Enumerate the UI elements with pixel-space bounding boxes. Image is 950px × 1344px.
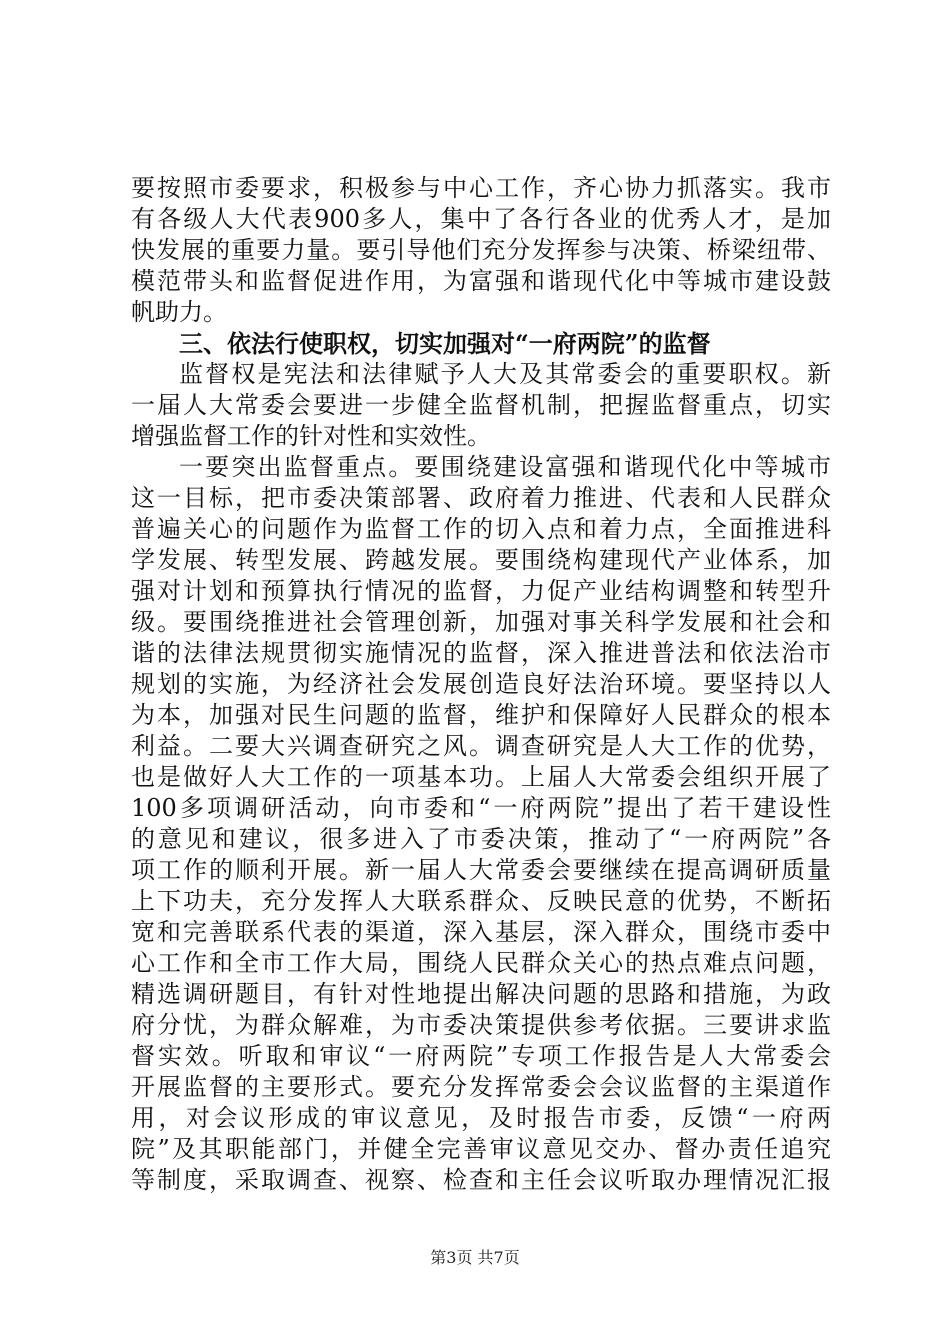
body-text-line: 一届人大常委会要进一步健全监督机制，把握监督重点，切实 [131, 391, 831, 419]
body-text-line: 为本，加强对民生问题的监督，维护和保障好人民群众的根本 [131, 701, 831, 729]
body-text-line: 快发展的重要力量。要引导他们充分发挥参与决策、桥梁纽带、 [131, 236, 831, 264]
body-text-line: 谐的法律法规贯彻实施情况的监督，深入推进普法和依法治市 [131, 639, 831, 667]
body-text-line: 项工作的顺利开展。新一届人大常委会要继续在提高调研质量 [131, 856, 831, 884]
body-text-line: 强对计划和预算执行情况的监督，力促产业结构调整和转型升 [131, 577, 831, 605]
body-text-line: 上下功夫，充分发挥人大联系群众、反映民意的优势，不断拓 [131, 887, 831, 915]
document-body [131, 173, 831, 1196]
body-text-line: 等制度，采取调查、视察、检查和主任会议听取办理情况汇报 [131, 1166, 831, 1194]
body-text-line: 心工作和全市工作大局，围绕人民群众关心的热点难点问题， [131, 949, 831, 977]
body-text-line: 有各级人大代表900多人，集中了各行各业的优秀人才，是加 [131, 205, 831, 233]
body-text-line: 开展监督的主要形式。要充分发挥常委会会议监督的主渠道作 [131, 1073, 831, 1101]
body-text-line: 院”及其职能部门，并健全完善审议意见交办、督办责任追究 [131, 1135, 831, 1163]
body-text-line: 增强监督工作的针对性和实效性。 [131, 422, 491, 450]
body-text-line: 的意见和建议，很多进入了市委决策，推动了“一府两院”各 [131, 825, 831, 853]
body-text-line: 也是做好人大工作的一项基本功。上届人大常委会组织开展了 [131, 763, 831, 791]
body-text-line: 府分忧，为群众解难，为市委决策提供参考依据。三要讲求监 [131, 1011, 831, 1039]
body-text-line: 普遍关心的问题作为监督工作的切入点和着力点，全面推进科 [131, 515, 831, 543]
body-text-line: 督实效。听取和审议“一府两院”专项工作报告是人大常委会 [131, 1042, 831, 1070]
body-text-line: 用，对会议形成的审议意见，及时报告市委，反馈“一府两 [131, 1104, 831, 1132]
body-text-line: 学发展、转型发展、跨越发展。要围绕构建现代产业体系，加 [131, 546, 831, 574]
body-text-line: 帆助力。 [131, 298, 227, 326]
paragraph-first-line: 一要突出监督重点。要围绕建设富强和谐现代化中等城市 [179, 453, 831, 481]
body-text-line: 精选调研题目，有针对性地提出解决问题的思路和措施，为政 [131, 980, 831, 1008]
body-text-line: 要按照市委要求，积极参与中心工作，齐心协力抓落实。我市 [131, 174, 831, 202]
body-text-line: 宽和完善联系代表的渠道，深入基层，深入群众，围绕市委中 [131, 918, 831, 946]
body-text-line: 利益。二要大兴调查研究之风。调查研究是人大工作的优势， [131, 732, 831, 760]
body-text-line: 规划的实施，为经济社会发展创造良好法治环境。要坚持以人 [131, 670, 831, 698]
page-number-footer: 第3页 共7页 [430, 1248, 520, 1267]
body-text-line: 这一目标，把市委决策部署、政府着力推进、代表和人民群众 [131, 484, 831, 512]
section-heading: 三、依法行使职权，切实加强对“一府两院”的监督 [179, 329, 711, 358]
paragraph-first-line: 监督权是宪法和法律赋予人大及其常委会的重要职权。新 [179, 360, 831, 388]
body-text-line: 模范带头和监督促进作用，为富强和谐现代化中等城市建设鼓 [131, 267, 831, 295]
body-text-line: 100多项调研活动，向市委和“一府两院”提出了若干建设性 [131, 794, 831, 822]
body-text-line: 级。要围绕推进社会管理创新，加强对事关科学发展和社会和 [131, 608, 831, 636]
